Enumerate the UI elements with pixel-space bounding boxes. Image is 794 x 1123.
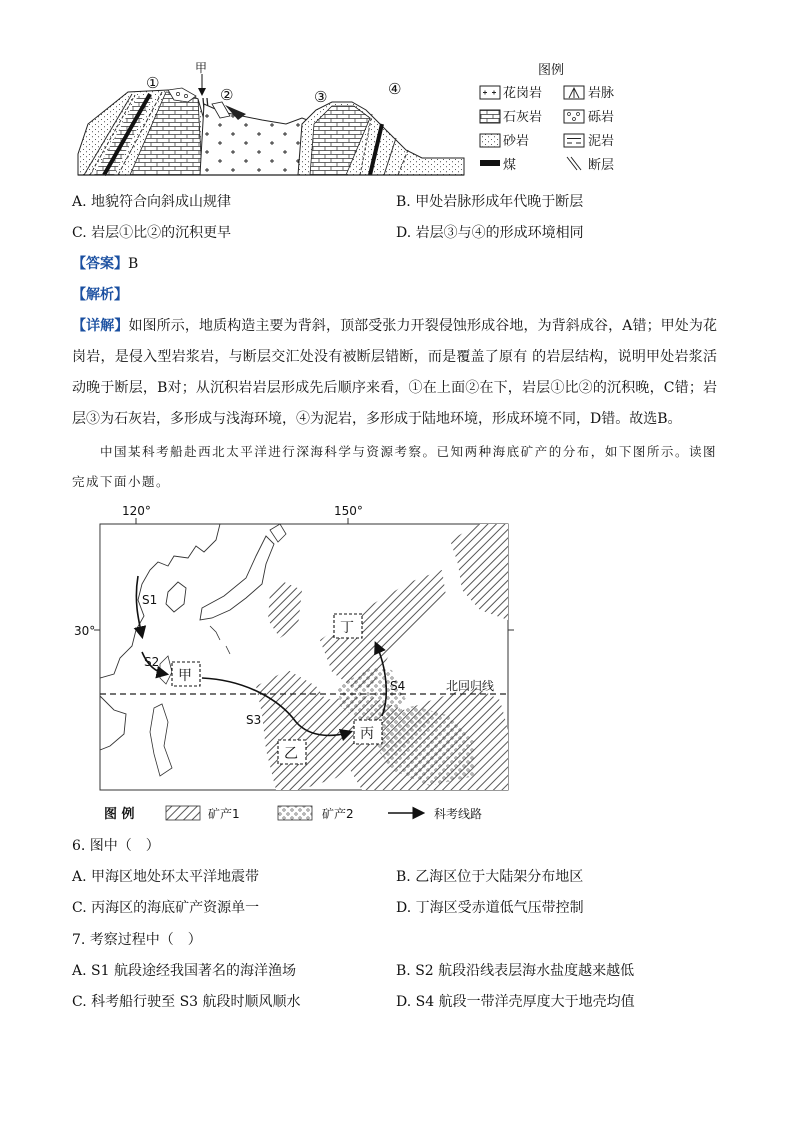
region-yi: 乙 — [284, 746, 298, 762]
label-4: ④ — [388, 80, 402, 98]
region-jia: 甲 — [178, 668, 192, 684]
ocean-map-figure — [70, 500, 520, 830]
svg-text:泥岩: 泥岩 — [588, 134, 615, 149]
q5-option-a: A. 地貌符合向斜成山规律 — [72, 194, 232, 210]
q6-option-b: B. 乙海区位于大陆架分布地区 — [396, 869, 584, 885]
svg-text:石灰岩: 石灰岩 — [503, 110, 543, 125]
region-ding: 丁 — [340, 620, 354, 636]
legend-mineral1: 矿产1 — [208, 807, 240, 821]
q5-option-c: C. 岩层①比②的沉积更早 — [72, 225, 232, 241]
analysis-tag: 【解析】 — [72, 287, 128, 303]
q5-option-d: D. 岩层③与④的形成环境相同 — [396, 225, 584, 241]
q5-option-b: B. 甲处岩脉形成年代晚于断层 — [396, 194, 584, 210]
q7-option-a: A. S1 航段途经我国著名的海洋渔场 — [72, 963, 296, 979]
label-1: ① — [146, 74, 160, 92]
route-label-s1: S1 — [142, 593, 158, 607]
label-2: ② — [220, 86, 234, 104]
legend-conglomerate — [564, 109, 614, 125]
intro-paragraph: 中国某科考船赴西北太平洋进行深海科学与资源考察。已知两种海底矿产的分布，如下图所示。读图完成下面小题。 — [72, 444, 717, 489]
legend-title: 图例 — [538, 63, 565, 78]
tropic-label: 北回归线 — [446, 679, 495, 693]
svg-text:砾岩: 砾岩 — [588, 110, 615, 125]
label-3: ③ — [314, 88, 328, 106]
legend-coal — [480, 157, 516, 173]
svg-text:岩脉: 岩脉 — [588, 86, 615, 101]
answer-line — [72, 254, 138, 274]
q6-option-a: A. 甲海区地处环太平洋地震带 — [72, 869, 260, 885]
answer-tag: 【答案】 — [72, 256, 128, 272]
q7-option-b: B. S2 航段沿线表层海水盐度越来越低 — [396, 963, 635, 979]
lon-150: 150° — [334, 504, 363, 518]
detail-tag: 【详解】 — [72, 318, 129, 334]
svg-text:砂岩: 砂岩 — [503, 134, 530, 149]
route-label-s2: S2 — [144, 655, 160, 669]
svg-text:花岗岩: 花岗岩 — [503, 86, 543, 101]
answer-value: B — [128, 256, 139, 272]
lat-30: 30° — [74, 624, 96, 638]
legend-mineral2: 矿产2 — [322, 807, 354, 821]
region-bing: 丙 — [360, 726, 374, 742]
legend-vein — [564, 85, 614, 101]
detail-text: 如图所示，地质构造主要为背斜，顶部受张力开裂侵蚀形成谷地，为背斜成谷，A错；甲处为花岗岩，是侵入型岩浆岩，与断层交汇处没有被断层错断，而是覆盖了原有 的岩层结构，说明甲处岩浆活动晚于断层，B对；从沉积岩岩层形成先后顺序来看，①在上面②在下，岩层①比②的沉积晚，C错；岩层③为石灰岩，多形成与浅海环境，④为泥岩，多形成于陆地环境，形成环境不同，D错。故选B。 — [72, 318, 718, 427]
legend-mineral2-swatch — [278, 806, 312, 820]
legend-limestone — [480, 109, 542, 125]
q7-option-d: D. S4 航段一带洋壳厚度大于地壳均值 — [396, 994, 635, 1010]
legend-sandstone — [480, 133, 529, 149]
legend-route: 科考线路 — [434, 807, 483, 821]
svg-text:煤: 煤 — [503, 158, 517, 173]
q6-option-c: C. 丙海区的海底矿产资源单一 — [72, 900, 260, 916]
q7-option-c: C. 科考船行驶至 S3 航段时顺风顺水 — [72, 994, 301, 1010]
route-label-s4: S4 — [390, 679, 406, 693]
lon-120: 120° — [122, 504, 151, 518]
legend-fault — [567, 157, 614, 173]
q6-option-d: D. 丁海区受赤道低气压带控制 — [396, 900, 584, 916]
q7-stem: 7. 考察过程中（ ） — [72, 932, 202, 948]
svg-text:断层: 断层 — [588, 158, 615, 173]
legend-granite — [480, 85, 542, 101]
ocean-map-svg — [70, 500, 520, 830]
detail-paragraph — [72, 311, 717, 435]
legend-mudstone — [564, 133, 614, 149]
geologic-section-svg — [70, 58, 630, 184]
q6-stem: 6. 图中（ ） — [72, 838, 160, 854]
map-legend-title: 图 例 — [104, 807, 135, 822]
geologic-section-figure — [70, 58, 630, 184]
route-label-s3: S3 — [246, 713, 262, 727]
label-jia: 甲 — [195, 61, 208, 75]
legend-mineral1-swatch — [166, 806, 200, 820]
